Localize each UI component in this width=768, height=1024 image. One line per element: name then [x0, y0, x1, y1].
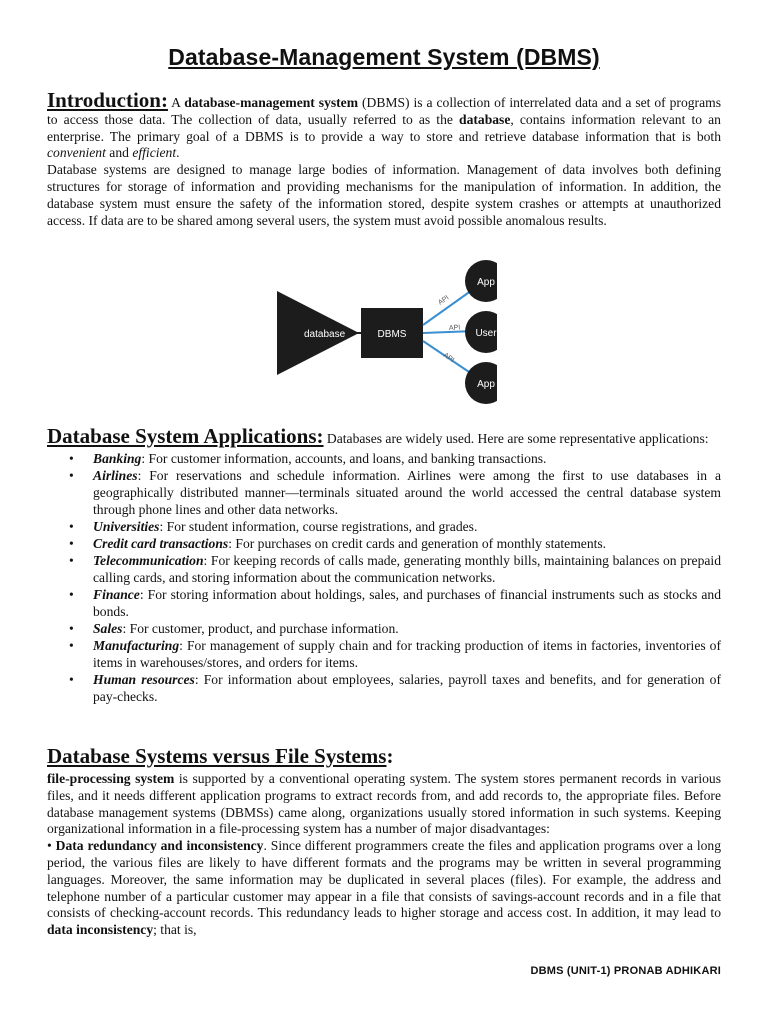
- versus-paragraph-2: • Data redundancy and inconsistency. Since different programmers create the files and application programs over a long period, the various files are likely to have different formats and the programs may be written in several programming languages. Moreover, the same information may be duplicated in several places (files). For example, the address and telephone number of a particular customer may appear in a file that consists of savings-account records and in a file that consists of checking-account records. This redundancy leads to higher storage and access cost. In addition, it may lead to data inconsistency; that is,: [47, 838, 721, 938]
- list-item: • Sales: For customer, product, and purchase information.: [69, 620, 399, 636]
- api-label-bottom: API: [441, 351, 456, 364]
- dbms-diagram-svg: [277, 258, 497, 408]
- list-item: • Telecommunication: For keeping records of calls made, generating monthly bills, maintaining balances on prepaid calling cards, and storing information about the communication networks.: [69, 552, 721, 585]
- intro-heading: Introduction:: [47, 88, 168, 112]
- list-item: • Banking: For customer information, accounts, and loans, and banking transactions.: [69, 450, 547, 466]
- list-item: • Manufacturing: For management of supply chain and for tracking production of items in factories, inventories of items in warehouses/stores, and orders for items.: [69, 637, 721, 670]
- versus-paragraph-1: file-processing system is supported by a conventional operating system. The system stores permanent records in various files, and it needs different application programs to extract records from, and add records to, the appropriate files. Before database management systems (DBMSs) came along, organizations usually stored information in such systems. Keeping organizational information in a file-processing system has a number of major disadvantages:: [47, 771, 721, 837]
- user-node-label: User: [475, 328, 497, 339]
- applications-lead: Database System Applications: Databases are widely used. Here are some representative applications:: [47, 424, 709, 448]
- intro-paragraph-2: Database systems are designed to manage large bodies of information. Management of data involves both defining structures for storage of information and providing mechanisms for the manipulation of information. In addition, the database system must ensure the safety of the information stored, despite system crashes or attempts at unauthorized access. If data are to be shared among several users, the system must avoid possible anomalous results.: [47, 162, 721, 228]
- dbms-diagram: [277, 258, 497, 408]
- dbms-label: DBMS: [377, 329, 407, 340]
- app-node-top-label: App: [477, 277, 495, 288]
- database-label: database: [304, 329, 346, 340]
- list-item: • Human resources: For information about employees, salaries, payroll taxes and benefits, and for generation of pay-checks.: [69, 671, 721, 704]
- versus-section: [47, 744, 721, 939]
- api-label-middle: API: [448, 324, 461, 332]
- applications-heading: Database System Applications:: [47, 424, 324, 448]
- list-item: • Finance: For storing information about holdings, sales, and purchases of financial instruments such as stocks and bonds.: [69, 586, 721, 619]
- list-item: • Credit card transactions: For purchases on credit cards and generation of monthly statements.: [69, 535, 607, 551]
- applications-list: [47, 450, 721, 705]
- api-label-top: API: [437, 294, 451, 307]
- list-item: • Universities: For student information, course registrations, and grades.: [69, 518, 478, 534]
- list-item: • Airlines: For reservations and schedule information. Airlines were among the first to use databases in a geographically distributed manner—terminals situated around the world accessed the central database system through phone lines and other data networks.: [69, 467, 721, 517]
- intro-paragraph-1: Introduction: A database-management system (DBMS) is a collection of interrelated data and a set of programs to access those data. The collection of data, usually referred to as the database, contains information relevant to an enterprise. The primary goal of a DBMS is to provide a way to store and retrieve database information that is both convenient and efficient.: [47, 88, 721, 161]
- versus-heading-line: Database Systems versus File Systems:: [47, 744, 394, 768]
- introduction-section: [47, 88, 721, 229]
- api-link-top: [423, 288, 475, 325]
- page-title: Database-Management System (DBMS): [168, 44, 600, 70]
- page-footer: DBMS (UNIT-1) PRONAB ADHIKARI: [530, 965, 721, 977]
- versus-heading: Database Systems versus File Systems: [47, 744, 387, 768]
- applications-section: [47, 424, 721, 705]
- app-node-bottom-label: App: [477, 379, 495, 390]
